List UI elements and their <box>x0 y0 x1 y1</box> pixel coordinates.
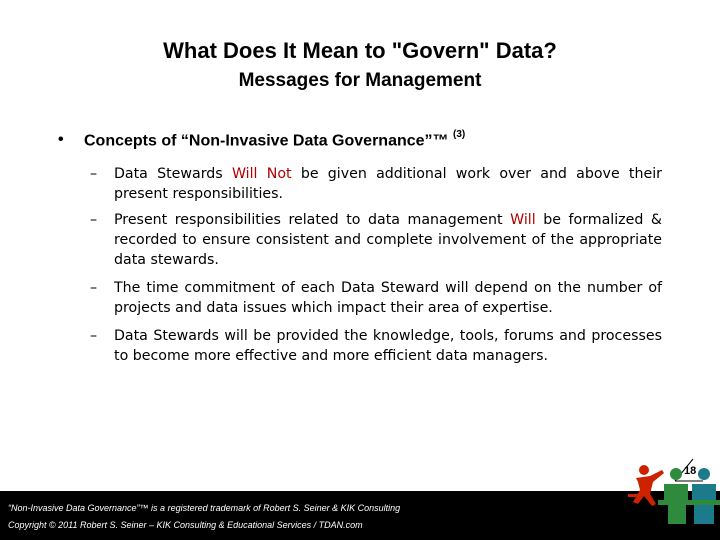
sub-bullet-text-pre: Data Stewards will be provided the knowledge, tools, forums and processes to become more effective and more efficient data managers. <box>114 328 662 364</box>
sub-bullet-text-post: be given additional work over and above their present responsibilities. <box>114 166 662 202</box>
sub-bullet-3 <box>90 278 662 318</box>
sub-bullet-text-pre: Present responsibilities related to data management <box>114 212 511 228</box>
footer-bar <box>0 491 720 540</box>
footer-trademark: “Non-Invasive Data Governance”™ is a registered trademark of Robert S. Seiner & KIK Consulting <box>8 503 401 513</box>
sub-bullet-text <box>114 326 662 366</box>
footer-copyright: Copyright © 2011 Robert S. Seiner – KIK Consulting & Educational Services / TDAN.com <box>8 520 363 530</box>
sub-bullet-highlight: Will <box>510 212 536 228</box>
sub-bullet-highlight: Will Not <box>231 166 292 182</box>
sub-bullet-text-post: be formalized & recorded to ensure consistent and complete involvement of the appropriate data stewards. <box>114 212 662 268</box>
slide-subtitle: Messages for Management <box>238 70 482 91</box>
page-number: 18 <box>684 465 697 477</box>
sub-bullet-text-pre: Data Stewards <box>114 166 232 182</box>
sub-bullet-text-pre: The time commitment of each Data Steward will depend on the number of projects and data issues which impact their area of expertise. <box>114 280 662 316</box>
main-bullet-text <box>84 131 465 150</box>
sub-bullet-dash: – <box>90 328 98 344</box>
sub-bullet-dash: – <box>90 280 98 296</box>
sub-bullet-text <box>114 164 662 204</box>
sub-bullet-dash: – <box>90 212 98 228</box>
main-bullet-footnote: (3) <box>452 129 466 140</box>
sub-bullet-text <box>114 210 662 270</box>
sub-bullet-4 <box>90 326 662 366</box>
figures-logo-icon <box>628 460 720 524</box>
sub-bullet-2 <box>90 210 662 270</box>
main-bullet-label: Concepts of “Non-Invasive Data Governance”™ <box>84 132 449 150</box>
sub-bullet-text <box>114 278 662 318</box>
main-bullet-marker: • <box>58 131 64 148</box>
sub-bullet-1 <box>90 164 662 204</box>
sub-bullet-dash: – <box>90 166 98 182</box>
slide-title: What Does It Mean to "Govern" Data? <box>163 38 557 63</box>
